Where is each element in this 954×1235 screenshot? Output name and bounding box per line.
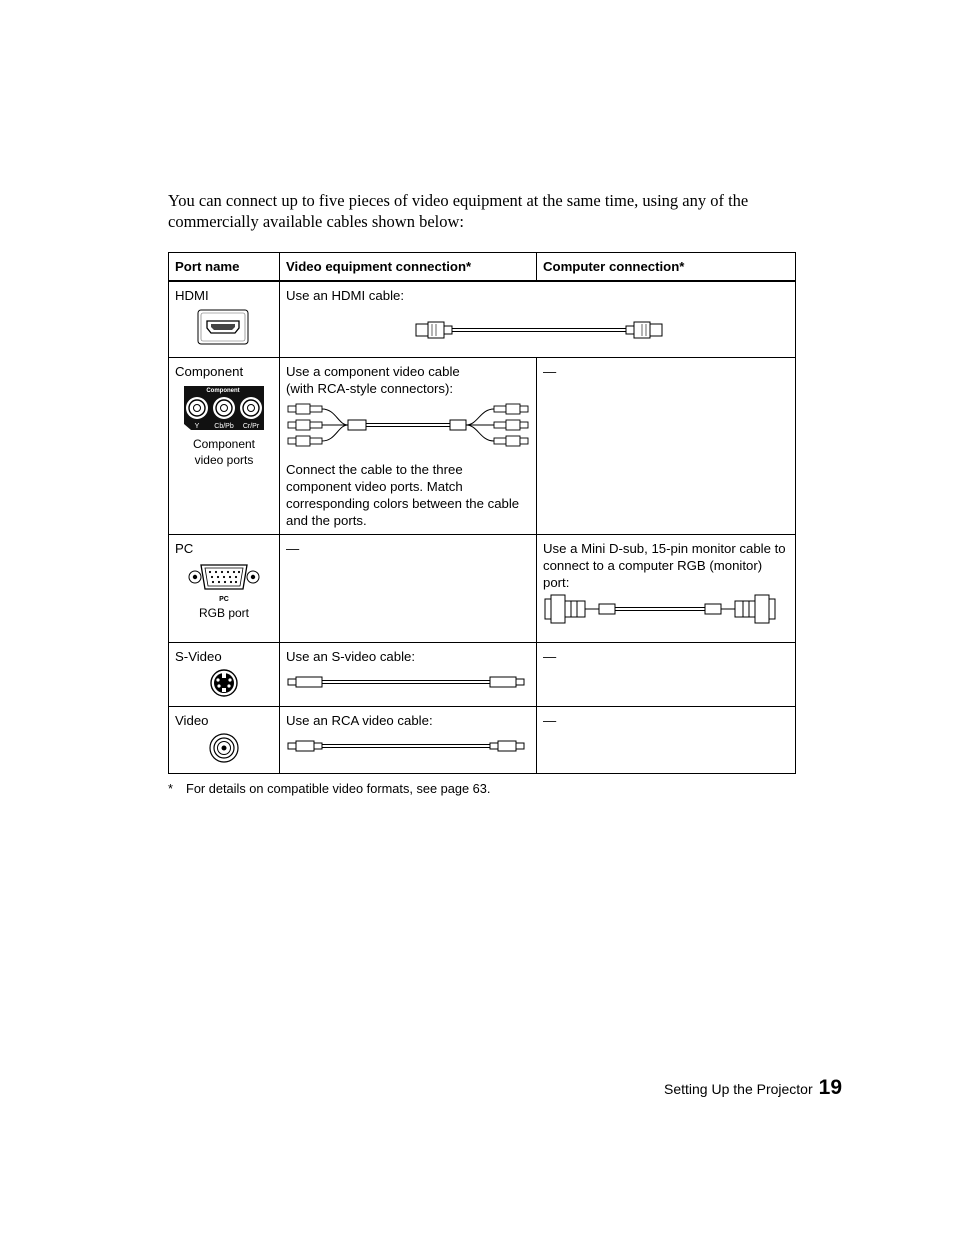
component-video-cell — [280, 358, 537, 535]
hdmi-cable-text: Use an HDMI cable: — [286, 288, 404, 303]
table-row-video — [169, 707, 796, 774]
rca-cable-icon — [286, 739, 526, 753]
component-label-y: Y — [194, 423, 200, 430]
port-name-svideo: S-Video — [175, 649, 222, 664]
component-caption-1: Component — [192, 437, 256, 451]
table-row-svideo — [169, 643, 796, 707]
intro-paragraph — [168, 190, 788, 232]
port-cell-svideo — [169, 643, 280, 707]
page-number: 19 — [818, 1076, 842, 1099]
component-label-cb: Cb/Pb — [214, 423, 234, 430]
pc-panel-label: PC — [219, 596, 229, 603]
component-cable-text-2: (with RCA-style connectors): — [286, 381, 454, 396]
footnote-marker: * — [168, 781, 173, 796]
table-row-pc — [169, 535, 796, 643]
port-name-pc: PC — [175, 541, 194, 556]
port-name-hdmi: HDMI — [175, 288, 209, 303]
rgb-port-icon — [187, 561, 261, 605]
vga-cable-icon — [543, 593, 777, 625]
footnote-text: For details on compatible video formats, see page 63. — [186, 781, 491, 796]
svideo-video-cell — [280, 643, 537, 707]
svideo-port-icon — [209, 668, 239, 698]
footnote — [168, 781, 490, 796]
svideo-cable-icon — [286, 675, 526, 689]
pc-computer-cell — [537, 535, 796, 643]
pc-cable-text: Use a Mini D-sub, 15-pin monitor cable to connect to a computer RGB (monitor) port: — [543, 541, 786, 590]
port-cell-video — [169, 707, 280, 774]
video-video-cell — [280, 707, 537, 774]
header-video-connection: Video equipment connection* — [280, 253, 537, 282]
table-header-row — [169, 253, 796, 282]
port-cell-pc — [169, 535, 280, 643]
header-port-name: Port name — [169, 253, 280, 282]
footer-section-title: Setting Up the Projector — [664, 1081, 813, 1097]
port-cell-hdmi — [169, 281, 280, 358]
pc-caption: RGB port — [198, 606, 249, 620]
video-computer-cell: — — [537, 707, 796, 774]
pc-video-cell: — — [280, 535, 537, 643]
port-name-video: Video — [175, 713, 209, 728]
rca-port-icon — [208, 732, 240, 764]
table-row-hdmi — [169, 281, 796, 358]
component-cable-text-1: Use a component video cable — [286, 364, 460, 379]
rca-cable-text: Use an RCA video cable: — [286, 713, 433, 728]
component-ports-icon — [181, 384, 267, 436]
component-computer-cell: — — [537, 358, 796, 535]
port-name-component: Component — [175, 364, 244, 379]
svideo-computer-cell: — — [537, 643, 796, 707]
connection-table — [168, 252, 796, 774]
hdmi-connection-cell — [280, 281, 796, 358]
header-computer-connection: Computer connection* — [537, 253, 796, 282]
component-label-cr: Cr/Pr — [242, 423, 260, 430]
hdmi-cable-icon — [414, 320, 664, 340]
page-footer — [560, 1076, 842, 1100]
hdmi-port-icon — [196, 308, 252, 346]
table-row-component — [169, 358, 796, 535]
component-connect-text: Connect the cable to the three component video ports. Match corresponding colors between the cable and the ports. — [286, 462, 520, 528]
port-cell-component — [169, 358, 280, 535]
intro-line-1: You can connect up to five pieces of video equipment at the same time, using any of the — [168, 191, 749, 210]
svideo-cable-text: Use an S-video cable: — [286, 649, 416, 664]
component-caption-2: video ports — [194, 453, 254, 467]
component-cable-icon — [286, 401, 530, 451]
intro-line-2: commercially available cables shown below: — [168, 212, 464, 231]
component-panel-title: Component — [206, 388, 240, 394]
